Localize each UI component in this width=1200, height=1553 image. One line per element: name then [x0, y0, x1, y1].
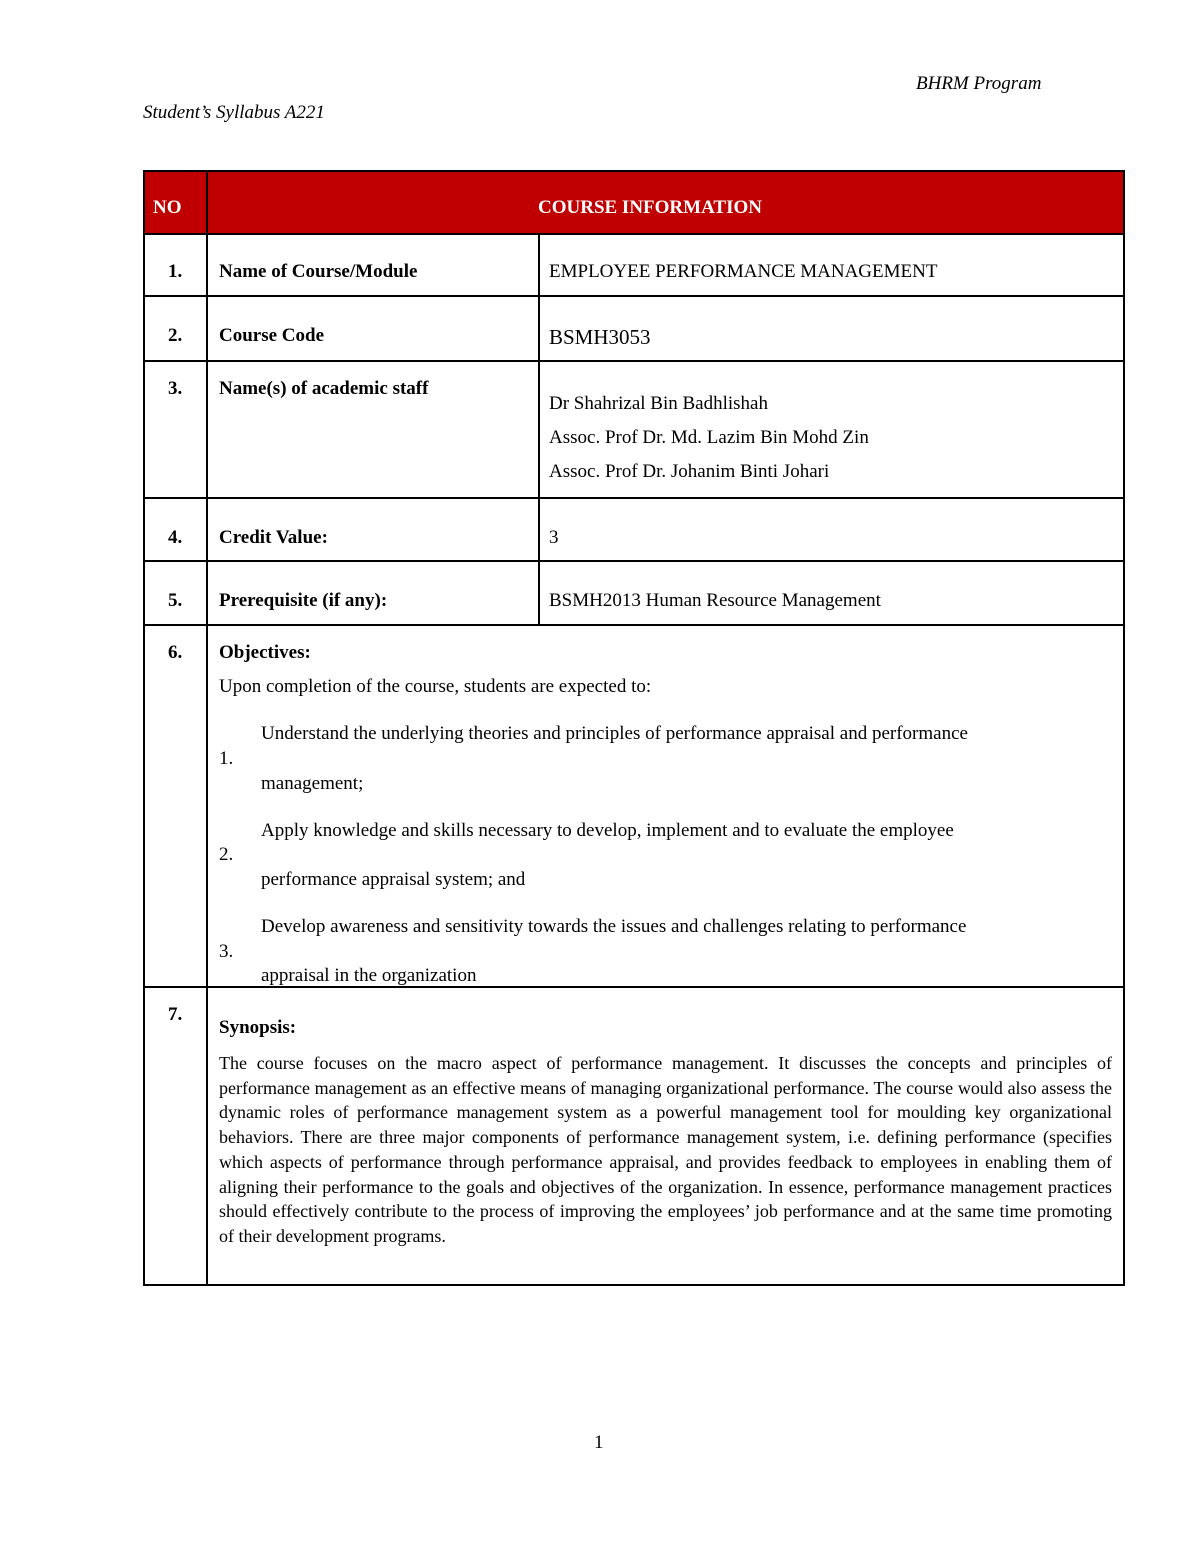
objective-item-number: 2. [219, 844, 234, 865]
prerequisite-value: BSMH2013 Human Resource Management [549, 590, 881, 611]
prerequisite-label: Prerequisite (if any): [219, 590, 388, 611]
column-header-no: NO [153, 197, 182, 218]
column-header-course-information: COURSE INFORMATION [538, 197, 762, 218]
objective-item-line: Understand the underlying theories and principles of performance appraisal and performance [261, 723, 968, 744]
row-number: 6. [168, 642, 183, 663]
row-number: 4. [168, 527, 183, 548]
credit-value: 3 [549, 527, 559, 548]
table-rule [143, 295, 1125, 297]
table-rule [1123, 170, 1125, 1286]
table-rule [143, 1284, 1125, 1286]
table-rule [143, 360, 1125, 362]
objectives-intro: Upon completion of the course, students are expected to: [219, 676, 652, 697]
course-name-label: Name of Course/Module [219, 261, 418, 282]
table-rule [538, 233, 540, 626]
row-number: 3. [168, 378, 183, 399]
objective-item-line: performance appraisal system; and [261, 869, 526, 890]
table-rule [143, 233, 1125, 235]
row-number: 2. [168, 325, 183, 346]
credit-value-label: Credit Value: [219, 527, 328, 548]
table-rule [143, 560, 1125, 562]
table-rule [143, 170, 145, 1286]
objective-item-number: 1. [219, 748, 234, 769]
table-rule [143, 624, 1125, 626]
academic-staff-name: Assoc. Prof Dr. Md. Lazim Bin Mohd Zin [549, 427, 869, 448]
synopsis-text: The course focuses on the macro aspect of performance management. It discusses the concepts and principles of performance management as an effective means of managing organizational performance. The course would also assess the dynamic roles of performance management system as a powerful management tool for moulding key organizational behaviors. There are three major components of performance management system, i.e. defining performance (specifies which aspects of performance through performance appraisal, and provides feedback to employees in enabling them of aligning their performance to the goals and objectives of the organization. In essence, performance management practices should effectively contribute to the process of improving the employees’ job performance and at the same time promoting of their development programs. [219, 1053, 1112, 1246]
table-rule [143, 497, 1125, 499]
row-number: 5. [168, 590, 183, 611]
objective-item-line: Develop awareness and sensitivity towards the issues and challenges relating to performance [261, 916, 967, 937]
syllabus-header: Student’s Syllabus A221 [143, 102, 325, 123]
academic-staff-name: Dr Shahrizal Bin Badhlishah [549, 393, 768, 414]
objective-item-number: 3. [219, 941, 234, 962]
course-code-label: Course Code [219, 325, 325, 346]
academic-staff-label: Name(s) of academic staff [219, 378, 429, 399]
row-number: 1. [168, 261, 183, 282]
course-code-value: BSMH3053 [549, 325, 651, 349]
synopsis-title: Synopsis: [219, 1017, 297, 1038]
program-header: BHRM Program [916, 73, 1042, 94]
objectives-title: Objectives: [219, 642, 311, 663]
table-rule [206, 170, 208, 1286]
course-information-table [143, 170, 1125, 1286]
page-number: 1 [594, 1432, 604, 1453]
course-name-value: EMPLOYEE PERFORMANCE MANAGEMENT [549, 261, 938, 282]
objective-item-line: management; [261, 773, 364, 794]
row-number: 7. [168, 1004, 183, 1025]
table-rule [143, 170, 1125, 172]
objective-item-line: Apply knowledge and skills necessary to develop, implement and to evaluate the employee [261, 820, 954, 841]
academic-staff-name: Assoc. Prof Dr. Johanim Binti Johari [549, 461, 830, 482]
objective-item-line: appraisal in the organization [261, 965, 477, 986]
